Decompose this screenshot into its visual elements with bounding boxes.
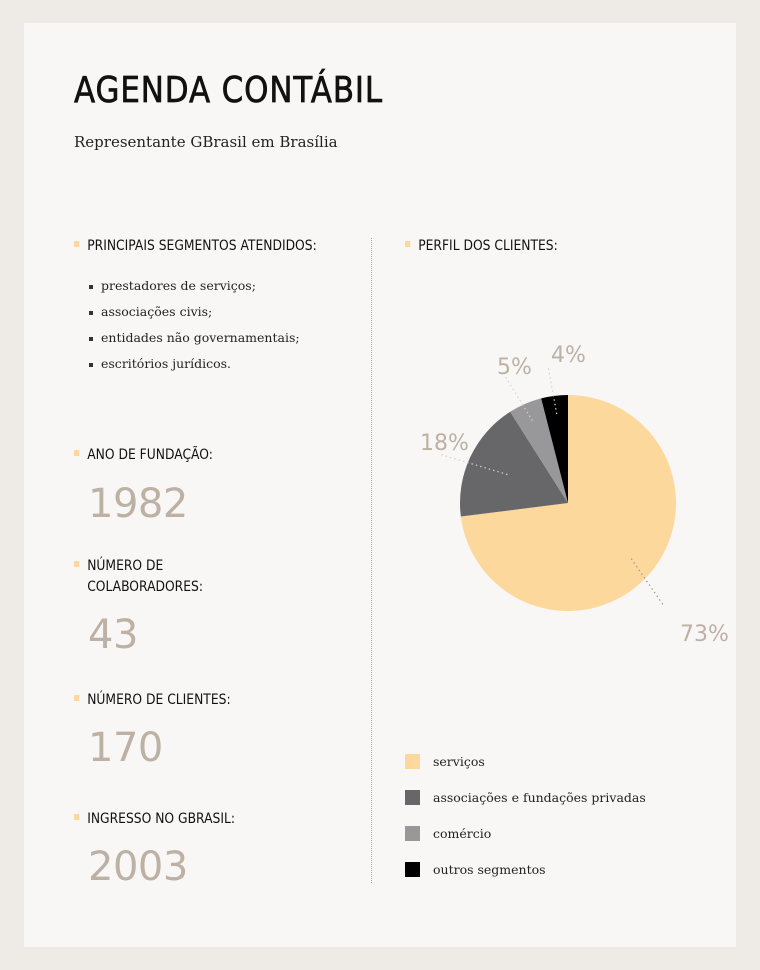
legend-swatch bbox=[405, 826, 420, 841]
list-item-text: entidades não governamentais; bbox=[101, 330, 300, 345]
joined-year: 2003 bbox=[88, 844, 188, 890]
slice-percent-label: 18% bbox=[420, 431, 469, 457]
legend-swatch bbox=[405, 862, 420, 877]
profile-label-text: PERFIL DOS CLIENTES: bbox=[418, 238, 558, 254]
founding-year: 1982 bbox=[88, 481, 188, 527]
legend-item bbox=[405, 825, 646, 861]
legend-swatch bbox=[405, 754, 420, 769]
employees-label-line1: NÚMERO DE bbox=[87, 558, 164, 574]
legend-item bbox=[405, 753, 646, 789]
segments-label-text: PRINCIPAIS SEGMENTOS ATENDIDOS: bbox=[87, 238, 317, 254]
legend-label: comércio bbox=[433, 826, 492, 841]
legend-item bbox=[405, 789, 646, 825]
bullet-square-icon bbox=[74, 814, 79, 820]
legend-label: associações e fundações privadas bbox=[433, 790, 646, 805]
joined-label-text: INGRESSO NO GBRASIL: bbox=[87, 811, 235, 827]
employees-label-line2: COLABORADORES: bbox=[87, 579, 204, 595]
legend-label: outros segmentos bbox=[433, 862, 546, 877]
list-item-text: escritórios jurídicos. bbox=[101, 356, 232, 371]
clients-label-text: NÚMERO DE CLIENTES: bbox=[87, 692, 231, 708]
founding-label-text: ANO DE FUNDAÇÃO: bbox=[87, 447, 213, 463]
slice-percent-label: 73% bbox=[680, 622, 729, 648]
list-item-text: associações civis; bbox=[101, 304, 213, 319]
pie-chart bbox=[24, 23, 736, 723]
page-subtitle: Representante GBrasil em Brasília bbox=[74, 133, 338, 151]
page-title: AGENDA CONTÁBIL bbox=[74, 70, 384, 111]
employees-count: 43 bbox=[88, 612, 138, 658]
clients-count: 170 bbox=[88, 725, 163, 771]
slice-percent-label: 4% bbox=[551, 343, 586, 369]
legend-swatch bbox=[405, 790, 420, 805]
slice-percent-label: 5% bbox=[497, 355, 532, 381]
chart-legend bbox=[405, 753, 646, 897]
joined-label bbox=[74, 809, 235, 830]
legend-item bbox=[405, 861, 646, 897]
list-item-text: prestadores de serviços; bbox=[101, 278, 256, 293]
info-card bbox=[24, 23, 736, 947]
legend-label: serviços bbox=[433, 754, 485, 769]
